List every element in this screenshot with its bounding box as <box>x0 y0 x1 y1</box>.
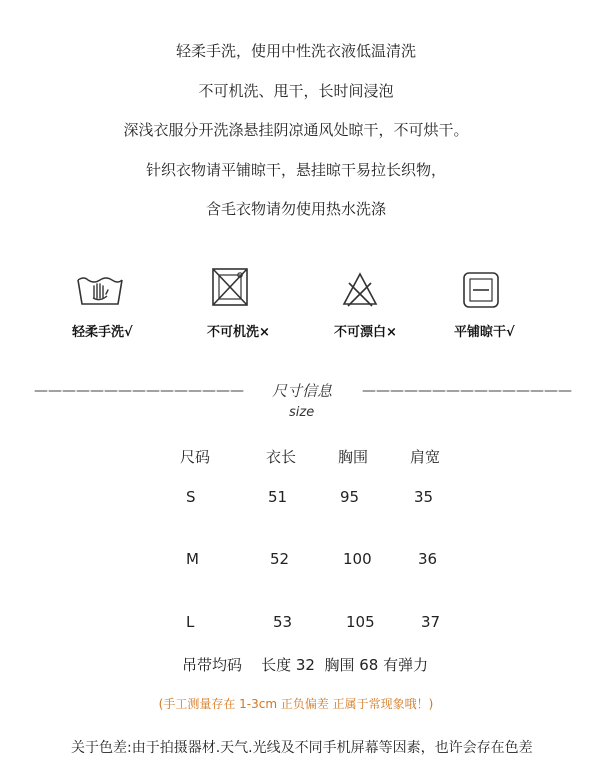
table-cell-size: L <box>186 613 195 631</box>
table-cell-shoulder: 36 <box>418 550 438 568</box>
hand-wash-icon <box>76 272 124 308</box>
care-text-line-3: 深浅衣服分开洗涤悬挂阴凉通风处晾干，不可烘干。 <box>123 121 469 139</box>
table-cell-size: S <box>186 488 196 506</box>
size-section-subtitle: size <box>289 405 315 420</box>
strap-size-note: 吊带均码 长度 32 胸围 68 有弹力 <box>182 656 429 674</box>
table-cell-shoulder: 37 <box>421 613 441 631</box>
table-cell-size: M <box>186 550 199 568</box>
care-text-line-4: 针织衣物请平铺晾干，悬挂晾干易拉长织物， <box>145 161 446 179</box>
divider-left: ——————————————— <box>34 383 244 399</box>
measurement-note: (手工测量存在 1-3cm 正负偏差 正属于常现象哦！) <box>158 697 434 711</box>
care-label-hand-wash: 轻柔手洗√ <box>72 325 133 340</box>
color-difference-note: 关于色差:由于拍摄器材.天气.光线及不同手机屏幕等因素，也许会存在色差 <box>71 740 533 756</box>
table-cell-shoulder: 35 <box>414 488 434 506</box>
table-cell-length: 52 <box>270 550 290 568</box>
table-cell-length: 51 <box>268 488 288 506</box>
table-cell-bust: 105 <box>346 613 375 631</box>
size-section-title: 尺寸信息 <box>272 382 333 400</box>
table-cell-bust: 100 <box>343 550 372 568</box>
table-cell-bust: 95 <box>340 488 360 506</box>
no-machine-wash-icon <box>210 266 250 308</box>
table-header-bust: 胸围 <box>338 448 369 466</box>
table-header-size: 尺码 <box>180 448 211 466</box>
care-label-no-machine-wash: 不可机洗× <box>207 325 270 340</box>
dry-flat-icon <box>462 271 500 309</box>
table-cell-length: 53 <box>273 613 293 631</box>
table-header-shoulder: 肩宽 <box>410 448 441 466</box>
care-label-no-bleach: 不可漂白× <box>334 325 397 340</box>
no-bleach-icon <box>342 271 378 307</box>
care-label-dry-flat: 平铺晾干√ <box>454 325 515 340</box>
divider-right: ——————————————— <box>362 383 572 399</box>
care-text-line-1: 轻柔手洗，使用中性洗衣液低温清洗 <box>175 42 416 60</box>
care-text-line-5: 含毛衣物请勿使用热水洗涤 <box>205 200 386 218</box>
table-header-length: 衣长 <box>266 448 297 466</box>
care-text-line-2: 不可机洗、甩干，长时间浸泡 <box>198 82 394 100</box>
